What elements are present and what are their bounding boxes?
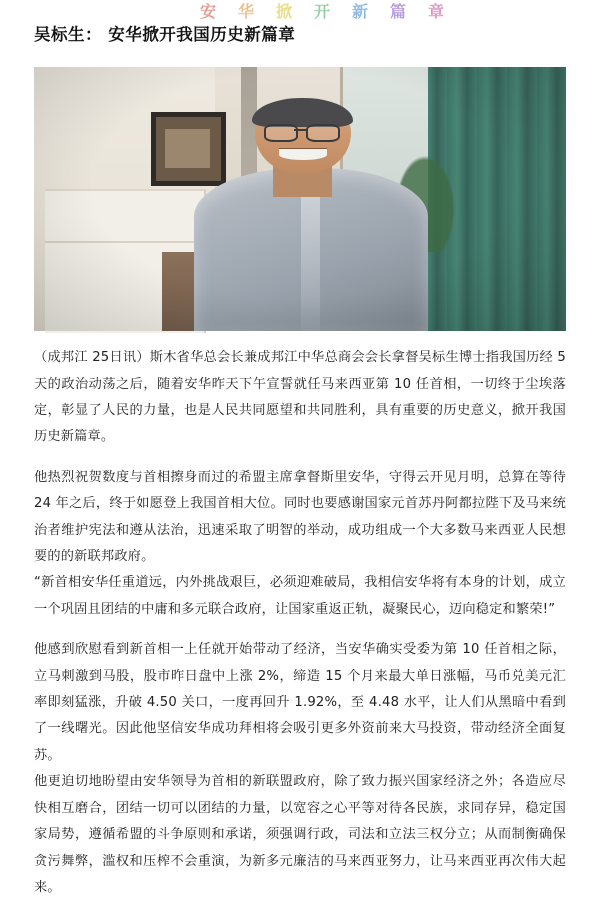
paragraph: （成邦江 25日讯）斯木省华总会长兼成邦江中华总商会会长拿督吴标生博士指我国历经 5 天的政治动荡之后，随着安华昨天下午宣誓就任马来西亚第 10 任首相，一切终于尘埃落定，彰显了人民的力量，也是人民共同愿望和共同胜利，具有重要的历史意义，掀开我国历史新篇章。: [34, 350, 566, 445]
banner-fragment-3: 掀: [276, 2, 293, 22]
article-page: [0, 2, 600, 895]
banner-fragment-2: 华: [238, 2, 255, 22]
article-text: [34, 345, 566, 901]
banner-fragment-5: 新: [352, 2, 369, 22]
cropped-banner-sliver: [0, 2, 600, 22]
paragraph: “新首相安华任重道远，内外挑战艰巨，必须迎难破局，我相信安华将有本身的计划，成立一个巩固且团结的中庸和多元联合政府，让国家重返正轨，凝聚民心，迈向稳定和繁荣!”: [34, 575, 566, 617]
article-photo: [34, 67, 566, 331]
photo-scene: [34, 67, 566, 331]
page-title: 吴标生： 安华掀开我国历史新篇章: [34, 25, 296, 45]
banner-fragment-7: 章: [428, 2, 445, 22]
paragraph: 他感到欣慰看到新首相一上任就开始带动了经济，当安华确实受委为第 10 任首相之际，立马刺激到马股，股市昨日盘中上涨 2%，缔造 15 个月来最大单日涨幅，马币兑美元汇率即刻猛涨，升破 4.50 关口，一度再回升 1.92%，至 4.48 水平，让人们从黑暗中看到了一线曙光。因此他坚信安华成功拜相将会吸引更多外资前来大马投资，带动经济全面复苏。: [34, 642, 566, 763]
banner-fragment-4: 开: [314, 2, 331, 22]
paragraph: 他更迫切地盼望由安华领导为首相的新联盟政府，除了致力振兴国家经济之外；各造应尽快相互磨合，团结一切可以团结的力量，以宽容之心平等对待各民族，求同存异，稳定国家局势，遵循希盟的斗争原则和承诺，须强调行政，司法和立法三权分立；从而制衡确保贪污舞弊，滥权和压榨不会重演，为新多元廉洁的马来西亚努力，让马来西亚再次伟大起来。: [34, 774, 566, 895]
banner-fragment-1: 安: [200, 2, 217, 22]
photo-vignette: [34, 67, 566, 331]
paragraph: 他热烈祝贺数度与首相擦身而过的希盟主席拿督斯里安华，守得云开见月明，总算在等待 24 年之后，终于如愿登上我国首相大位。同时也要感谢国家元首苏丹阿都拉陛下及马来统治者维护宪法和遵从法治，迅速采取了明智的举动，成功组成一个大多数马来西亚人民想要的的新联邦政府。: [34, 469, 566, 565]
article-body: [0, 11, 600, 901]
banner-fragment-6: 篇: [390, 2, 407, 22]
